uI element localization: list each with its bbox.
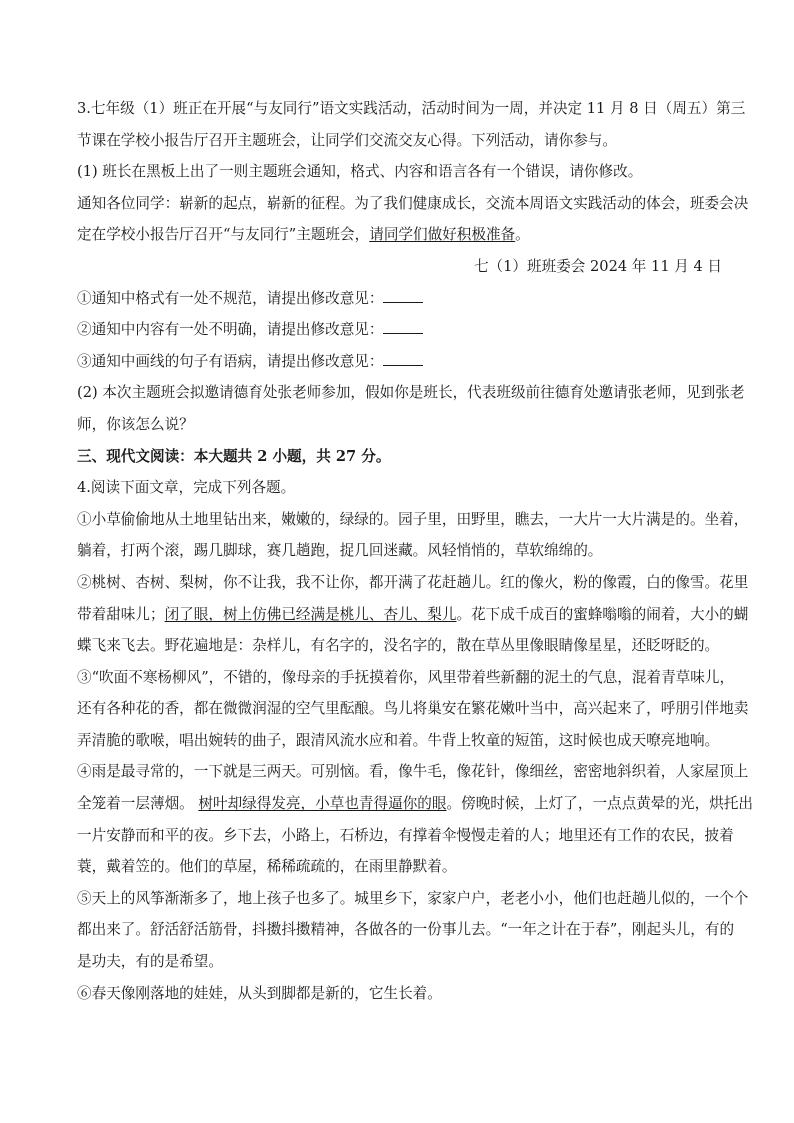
q3-part1-prompt: (1) 班长在黑板上出了一则主题班会通知，格式、内容和语言各有一个错误，请你修改。	[77, 163, 643, 181]
q3-intro-line-2: 节课在学校小报告厅召开主题班会，让同学们交流交友心得。下列活动，请你参与。	[77, 131, 617, 149]
para4-line-1: ④雨是最寻常的，一下就是三两天。可别恼。看，像牛毛，像花针，像细丝，密密地斜织着，人家屋顶上	[77, 763, 749, 781]
answer-blank[interactable]	[383, 288, 423, 303]
q3-item-format	[77, 288, 722, 310]
para6-line-1: ⑥春天像刚落地的娃娃，从头到脚都是新的，它生长着。	[77, 984, 442, 1002]
para3-line-2: 还有各种花的香，都在微微润湿的空气里酝酿。鸟儿将巢安在繁花嫩叶当中，高兴起来了，呼朋引伴地卖	[77, 700, 749, 718]
item-content-text: ②通知中内容有一处不明确，请提出修改意见：	[77, 321, 384, 339]
para4-line-4: 蓑，戴着笠的。他们的草屋，稀稀疏疏的，在雨里静默着。	[77, 858, 457, 876]
para1-line-1: ①小草偷偷地从土地里钻出来，嫩嫩的，绿绿的。园子里，田野里，瞧去，一大片一大片满是的。坐着，	[77, 510, 749, 528]
notice-period: 。	[515, 226, 530, 244]
para4-underlined-sentence: 树叶却绿得发亮，小草也青得逼你的眼	[198, 795, 447, 813]
para2-line-2	[77, 604, 749, 626]
item-grammar-text: ③通知中画线的句子有语病，请提出修改意见：	[77, 352, 384, 370]
para4-text: 全笼着一层薄烟。	[77, 795, 199, 813]
para5-line-2: 都出来了。舒活舒活筋骨，抖擞抖擞精神，各做各的一份事儿去。“一年之计在于春”，刚起头儿，有的	[77, 921, 735, 939]
para3-line-1: ③“吹面不寒杨柳风”，不错的，像母亲的手抚摸着你，风里带着些新翻的泥土的气息，混着青草味儿，	[77, 668, 735, 686]
answer-blank[interactable]	[383, 319, 423, 334]
para3-line-3: 弄清脆的歌喉，唱出婉转的曲子，跟清风流水应和着。牛背上牧童的短笛，这时候也成天嘹亮地响。	[77, 731, 720, 749]
para4-line-3: 一片安静而和平的夜。乡下去，小路上，石桥边，有撑着伞慢慢走着的人；地里还有工作的农民，披着	[77, 826, 734, 844]
para2-text: 带着甜味儿；	[77, 605, 165, 623]
q3-item-grammar	[77, 351, 722, 373]
notice-signature: 七（1）班班委会 2024 年 11 月 4 日	[473, 257, 722, 275]
q3-part2-line-2: 师，你该怎么说？	[77, 415, 194, 433]
notice-underlined-sentence: 请同学们做好积极准备	[369, 226, 516, 244]
para2-underlined-sentence: 闭了眼，树上仿佛已经满是桃儿、杏儿、梨儿	[164, 605, 457, 623]
para2-text-rest: 。花下成千成百的蜜蜂嗡嗡的闹着，大小的蝴	[456, 605, 749, 623]
document-page	[77, 98, 753, 1014]
section-heading: 三、现代文阅读：本大题共 2 小题，共 27 分。	[77, 447, 391, 465]
para4-line-2	[77, 793, 753, 815]
para5-line-1: ⑤天上的风筝渐渐多了，地上孩子也多了。城里乡下，家家户户，老老小小，他们也赶趟儿似的，一个个	[77, 889, 749, 907]
notice-line-1: 通知各位同学：崭新的起点，崭新的征程。为了我们健康成长，交流本周语文实践活动的体会，班委会决	[77, 194, 749, 212]
notice-text: 定在学校小报告厅召开“与友同行”主题班会，	[77, 226, 370, 244]
q3-part2-line-1: (2) 本次主题班会拟邀请德育处张老师参加，假如你是班长，代表班级前往德育处邀请张老师，见到张老	[77, 384, 745, 402]
q3-intro-line-1: 3.七年级（1）班正在开展“与友同行”语文实践活动，活动时间为一周，并决定 11 月 8 日（周五）第三	[77, 100, 746, 117]
q4-intro: 4.阅读下面文章，完成下列各题。	[77, 479, 296, 497]
para4-text-rest: 。傍晚时候，上灯了，一点点黄晕的光，烘托出	[446, 795, 753, 813]
para5-line-3: 是功夫，有的是希望。	[77, 953, 223, 971]
answer-blank[interactable]	[383, 351, 423, 366]
item-format-text: ①通知中格式有一处不规范，请提出修改意见：	[77, 289, 384, 307]
notice-line-2	[77, 224, 722, 246]
para1-line-2: 躺着，打两个滚，踢几脚球，赛几趟跑，捉几回迷藏。风轻悄悄的，草软绵绵的。	[77, 542, 603, 560]
q3-item-content	[77, 319, 722, 341]
para2-line-1: ②桃树、杏树、梨树，你不让我，我不让你，都开满了花赶趟儿。红的像火，粉的像霞，白的像雪。花里	[77, 573, 749, 591]
para2-line-3: 蝶飞来飞去。野花遍地是：杂样儿，有名字的，没名字的，散在草丛里像眼睛像星星，还眨呀眨的。	[77, 637, 720, 655]
